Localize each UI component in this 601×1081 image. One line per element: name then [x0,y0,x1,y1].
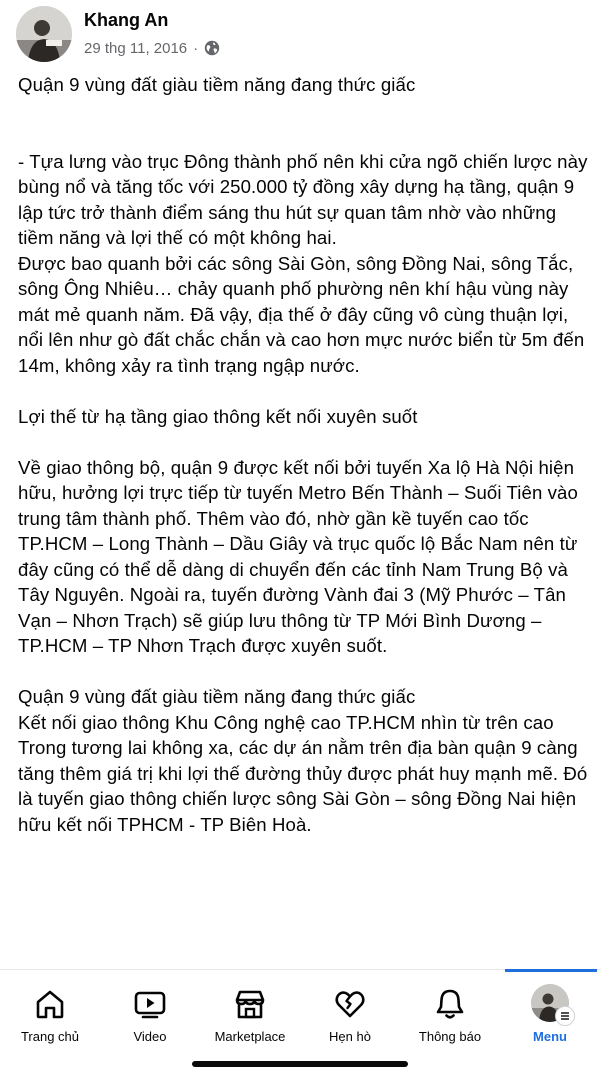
avatar-photo-icon [16,6,72,62]
nav-marketplace[interactable] [200,970,300,1060]
nav-notifications[interactable] [400,970,500,1060]
nav-dating[interactable] [300,970,400,1060]
nav-menu[interactable] [500,970,600,1060]
blank-space [18,659,590,685]
blank-space [18,98,590,149]
meta-separator: · [193,39,199,57]
blank-space [18,429,590,455]
marketplace-icon [233,987,267,1021]
post-paragraph: Được bao quanh bởi các sông Sài Gòn, sông Đồng Nai, sông Tắc, sông Ông Nhiêu… chảy quanh phố phường nên khí hậu vùng này mát mẻ quanh năm. Đã vậy, địa thế ở đây cũng vô cùng thuận lợi, nổi lên như gò đất chắc chắn và cao hơn mực nước biển từ 5m đến 14m, không xảy ra tình trạng ngập nước. [18,252,585,376]
post-paragraph: Trong tương lai không xa, các dự án nằm trên địa bàn quận 9 càng tăng thêm giá trị khi lợi thế đường thủy được phát huy mạnh mẽ. Đó là tuyến giao thông chiến lược sông Sài Gòn – sông Đồng Nai hiện hữu kết nối TPHCM - TP Biên Hoà. [18,737,588,835]
nav-menu-label: Menu [533,1029,567,1044]
bell-icon [433,987,467,1021]
blank-space [18,378,590,404]
nav-video[interactable] [100,970,200,1060]
hamburger-icon [556,1007,574,1025]
post-meta [84,38,220,58]
author-name[interactable]: Khang An [84,10,169,30]
nav-home-label: Trang chủ [20,1029,80,1044]
nav-marketplace-label: Marketplace [214,1029,286,1044]
video-icon [133,987,167,1021]
nav-home[interactable] [0,970,100,1060]
home-indicator[interactable] [192,1061,408,1067]
menu-lines-badge [555,1006,575,1026]
post-subheading: Quận 9 vùng đất giàu tiềm năng đang thức giấc [18,686,416,707]
nav-video-label: Video [133,1029,167,1044]
post-date[interactable]: 29 thg 11, 2016 [84,39,188,57]
post-title: Quận 9 vùng đất giàu tiềm năng đang thức giấc [18,74,416,95]
post-paragraph: - Tựa lưng vào trục Đông thành phố nên khi cửa ngõ chiến lược này bùng nổ và tăng tốc với 250.000 tỷ đồng xây dựng hạ tầng, quận 9 lập tức trở thành điểm sáng thu hút sự quan tâm nhờ vào những tiềm năng và lợi thế có một không hai. [18,150,588,248]
post-header [0,0,601,70]
globe-icon [204,40,220,56]
author-avatar[interactable] [16,6,72,62]
post-subheading: Lợi thế từ hạ tầng giao thông kết nối xuyên suốt [18,405,418,427]
post-text [18,72,590,837]
dating-heart-icon [333,987,367,1021]
post-paragraph: Về giao thông bộ, quận 9 được kết nối bởi tuyến Xa lộ Hà Nội hiện hữu, hưởng lợi trực tiếp từ tuyến Metro Bến Thành – Suối Tiên vào trung tâm thành phố. Thêm vào đó, nhờ gần kề tuyến cao tốc TP.HCM – Long Thành – Dầu Giây và trục quốc lộ Bắc Nam nên từ đây cũng có thể dễ dàng di chuyển đến các tỉnh Nam Trung Bộ và Tây Nguyên. Ngoài ra, tuyến đường Vành đai 3 (Mỹ Phước – Tân Vạn – Nhơn Trạch) sẽ giúp lưu thông từ TP Mới Bình Dương – TP.HCM – TP Nhơn Trạch được xuyên suốt. [18,456,578,656]
image-caption: Kết nối giao thông Khu Công nghệ cao TP.HCM nhìn từ trên cao [18,711,554,733]
nav-dating-label: Hẹn hò [329,1029,371,1044]
nav-notifications-label: Thông báo [418,1029,482,1044]
menu-avatar-icon [531,984,569,1022]
home-icon [33,987,67,1021]
